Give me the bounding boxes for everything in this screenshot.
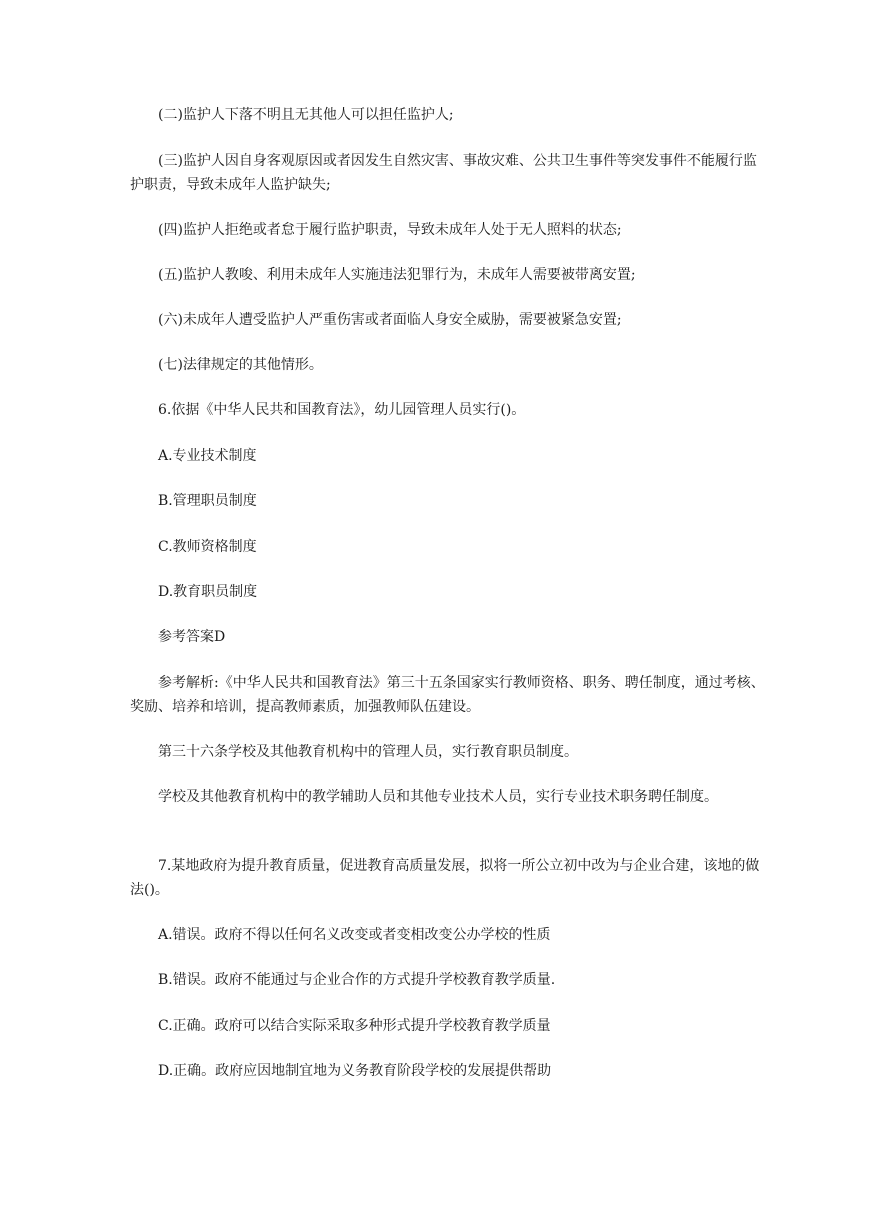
question-6-option-b: B.管理职员制度 [158, 493, 257, 509]
question-6-option-a: A.专业技术制度 [158, 448, 257, 464]
question-6-option-d: D.教育职员制度 [158, 584, 258, 600]
article-36-continued: 学校及其他教育机构中的教学辅助人员和其他专业技术人员，实行专业技术职务聘任制度。 [158, 789, 718, 805]
article-36-text: 第三十六条学校及其他教育机构中的管理人员，实行教育职员制度。 [158, 744, 578, 760]
question-6: 6.依据《中华人民共和国教育法》，幼儿园管理人员实行()。 [158, 402, 526, 418]
paragraph-guardian-refuse: (四)监护人拒绝或者怠于履行监护职责，导致未成年人处于无人照料的状态; [158, 222, 622, 238]
paragraph-guardian-missing: (二)监护人下落不明且无其他人可以担任监护人; [158, 107, 454, 123]
question-6-explanation: 参考解析:《中华人民共和国教育法》第三十五条国家实行教师资格、职务、聘任制度，通过考核、奖励、培养和培训，提高教师素质，加强教师队伍建设。 [130, 675, 765, 715]
question-7-option-b: B.错误。政府不能通过与企业合作的方式提升学校教育教学质量. [158, 972, 556, 988]
paragraph-other-cases: (七)法律规定的其他情形。 [158, 357, 323, 373]
paragraph-guardian-abet: (五)监护人教唆、利用未成年人实施违法犯罪行为，未成年人需要被带离安置; [158, 267, 636, 283]
question-6-option-c: C.教师资格制度 [158, 539, 257, 555]
paragraph-minor-harm: (六)未成年人遭受监护人严重伤害或者面临人身安全威胁，需要被紧急安置; [158, 312, 622, 328]
question-7-option-a: A.错误。政府不得以任何名义改变或者变相改变公办学校的性质 [158, 927, 551, 943]
question-7-option-c: C.正确。政府可以结合实际采取多种形式提升学校教育教学质量 [158, 1018, 551, 1034]
question-7-option-d: D.正确。政府应因地制宜地为义务教育阶段学校的发展提供帮助 [158, 1063, 552, 1079]
question-6-answer: 参考答案D [158, 629, 226, 645]
paragraph-guardian-emergency: (三)监护人因自身客观原因或者因发生自然灾害、事故灾难、公共卫生事件等突发事件不能履行监护职责，导致未成年人监护缺失; [130, 153, 757, 193]
question-7: 7.某地政府为提升教育质量，促进教育高质量发展，拟将一所公立初中改为与企业合建，该地的做法()。 [130, 858, 760, 898]
